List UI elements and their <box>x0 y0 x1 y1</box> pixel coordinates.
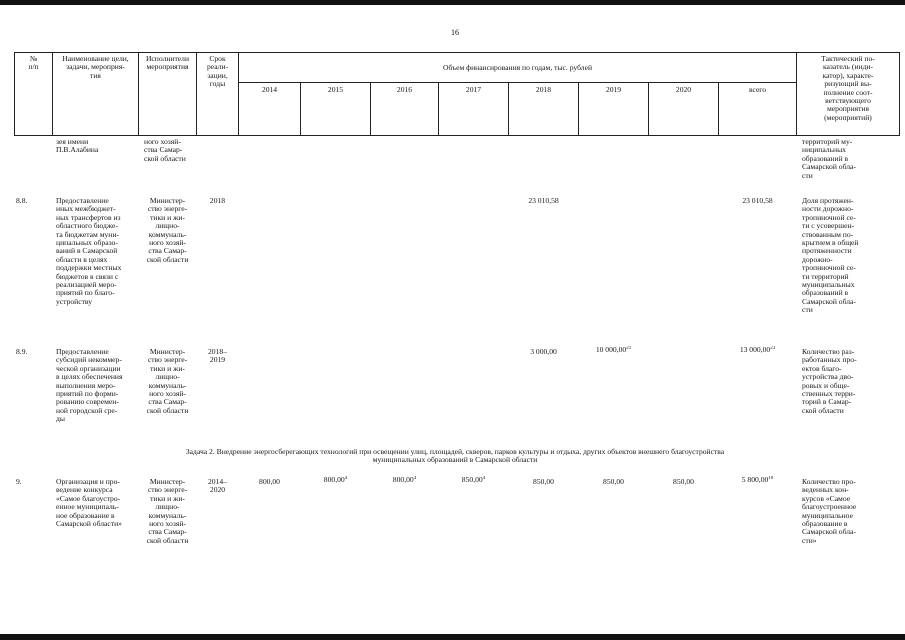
page-number: 16 <box>451 28 459 37</box>
page-top-border <box>0 0 905 5</box>
header-financing: Объем финансирования по годам, тыс. рублей <box>442 64 593 72</box>
row-9-value-2019: 850,00 <box>603 478 624 486</box>
row-8-8-executors: Министер- ство энерге- тики и жи- лищно- коммуналь- ного хозяй- ства Самар- ской области <box>146 197 189 264</box>
row-8-8-value-2018: 23 010,58 <box>528 197 559 205</box>
page-bottom-border <box>0 634 905 640</box>
footnote-ref: 10 <box>768 476 774 481</box>
row-8-9-value-2019: 10 000,00$^{21}$ <box>595 346 632 354</box>
row-9-value-2014: 800,00 <box>259 478 280 486</box>
footnote-ref: 4 <box>482 476 486 481</box>
row-9-total: 5 800,00$^{10}$ <box>741 476 774 484</box>
row-9-num: 9. <box>16 478 22 486</box>
footnote-ref: 21 <box>626 346 632 351</box>
row-8-8-num: 8.8. <box>16 197 28 205</box>
header-name: Наименование цели, задачи, мероприя- тия <box>62 55 129 80</box>
cont-executors: ного хозяй- ства Самар- ской области <box>144 138 186 163</box>
row-8-8-term: 2018 <box>209 197 226 205</box>
row-9-term: 2014– 2020 <box>208 478 227 495</box>
row-8-9-name: Предоставление субсидий некоммер- ческой организации в целях обеспечения выполнения меро- приятий по форми- рованию современ- ной городской сре- ды <box>56 348 123 424</box>
row-9-value-2020: 850,00 <box>673 478 694 486</box>
row-9-value-2016: 800,00$^4$ <box>392 476 417 484</box>
header-term: Срок реали- зации, годы <box>206 55 229 89</box>
header-year-2017: 2017 <box>465 86 482 94</box>
row-9-name: Организация и про- ведение конкурса «Самое благоустро- енное муниципаль- ное образование в Самарской области» <box>56 478 122 529</box>
row-9-value-2018: 850,00 <box>533 478 554 486</box>
task-2-heading: Задача 2. Внедрение энергосберегающих технологий при освещении улиц, площадей, скверов, парков культуры и отдыха, других объектов внешнего благоустройства муниципальных образований в Самарской области <box>185 448 725 465</box>
row-8-9-executors: Министер- ство энерге- тики и жи- лищно- коммуналь- ного хозяй- ства Самар- ской области <box>146 348 189 415</box>
row-8-8-total: 23 010,58 <box>742 197 773 205</box>
row-9-indicator: Количество про- веденных кон- курсов «Самое благоустроенное муниципальное образование в Самарской обла- сти» <box>802 478 857 545</box>
row-8-9-value-2018: 3 000,00 <box>530 348 557 356</box>
header-indicator: Тактический по- казатель (инди- катор), характе- ризующий вы- полнение соот- ветствующего мероприятия (мероприятий) <box>821 55 875 122</box>
row-8-8-indicator: Доля протяжен- ности дорожно- тропиночной се- ти с усовершен- ствованным по- крытием в общей протяженности дорожно- тропиночной се- ти территорий муниципальных образований в Самарской обла- сти <box>802 197 859 315</box>
footnote-ref: 23 <box>770 346 776 351</box>
footnote-ref: 4 <box>413 476 417 481</box>
cont-indicator: территорий му- ниципальных образований в Самарской обла- сти <box>802 138 856 180</box>
header-executors: Исполнители мероприятия <box>145 55 190 72</box>
header-total: всего <box>748 86 767 94</box>
row-8-8-name: Предоставление иных межбюджет- ных трансфертов из областного бюдже- та бюджетам муни- ципальных образо- ваний в Самарской области в целях поддержки местных бюджетов в связи с реализацией меро- приятий по благо- устройству <box>56 197 122 306</box>
row-9-value-2015: 800,00$^4$ <box>323 476 348 484</box>
header-year-2020: 2020 <box>675 86 692 94</box>
row-8-9-total: 13 000,00$^{23}$ <box>739 346 776 354</box>
row-8-9-indicator: Количество раз- работанных про- ектов благо- устройства дво- ровых и обще- ственных терри- торий в Самар- ской области <box>802 348 857 415</box>
row-8-9-num: 8.9. <box>16 348 28 356</box>
header-year-2016: 2016 <box>396 86 413 94</box>
footnote-ref: 4 <box>344 476 348 481</box>
cont-name: зея имени П.В.Алабина <box>56 138 99 155</box>
row-9-value-2017: 850,00$^4$ <box>461 476 486 484</box>
row-9-executors: Министер- ство энерге- тики и жи- лищно- коммуналь- ного хозяй- ства Самар- ской области <box>146 478 189 545</box>
header-year-2015: 2015 <box>327 86 344 94</box>
header-year-2018: 2018 <box>535 86 552 94</box>
header-year-2014: 2014 <box>261 86 278 94</box>
header-num: № п/п <box>28 55 39 72</box>
header-year-2019: 2019 <box>605 86 622 94</box>
row-8-9-term: 2018– 2019 <box>208 348 227 365</box>
